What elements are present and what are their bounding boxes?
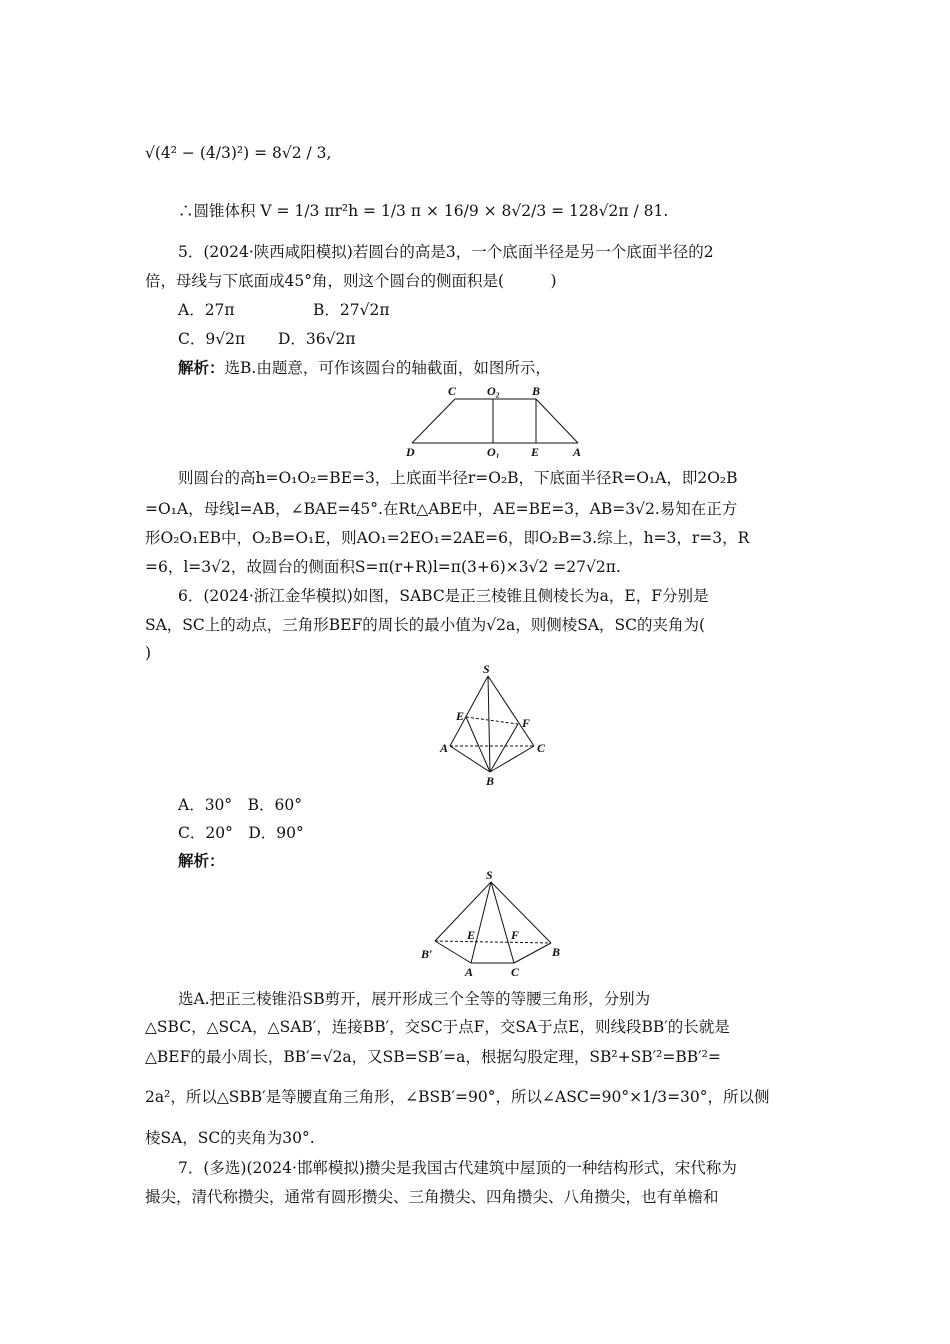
q6-net-edge-bprime-a [435, 941, 471, 963]
q5-stem-line2: 倍，母线与下底面成45°角，则这个圆台的侧面积是( ) [145, 272, 557, 290]
q5-edge-cd [412, 399, 455, 443]
q5-solution-line2: =O₁A，母线l=AB，∠BAE=45°.在Rt△ABE中，AE=BE=3，AB=3√2.易知在正方 [145, 500, 738, 518]
q6-options-cd: C．20° D．90° [178, 824, 304, 842]
q6-net-edge-cb [514, 943, 551, 963]
q6-solution-line3: △BEF的最小周长，BB′=√2a，又SB=SB′=a，根据勾股定理，SB²+SB′²=BB′²= [145, 1048, 721, 1066]
q6-solution-line4: 2a²，所以△SBB′是等腰直角三角形，∠BSB′=90°，所以∠ASC=90°×1/3=30°，所以侧 [145, 1088, 770, 1106]
q6-net-segment-bbprime [435, 941, 551, 943]
q6-fig2-label-b: B [552, 945, 561, 959]
q6-solution-line1: 选A.把正三棱锥沿SB剪开，展开形成三个全等的等腰三角形，分别为 [178, 990, 651, 1008]
q5-solution-line1: 则圆台的高h=O₁O₂=BE=3，上底面半径r=O₂B，下底面半径R=O₁A，即2O₂B [178, 469, 738, 487]
q6-hidden-segment-ef [466, 717, 518, 724]
q5-analysis-label: 解析： [178, 358, 225, 377]
q7-stem-line1: 7．(多选)(2024·邯郸模拟)攒尖是我国古代建筑中屋顶的一种结构形式，宋代称为 [178, 1159, 737, 1177]
q6-fig1-label-b: B [486, 774, 495, 788]
q6-edge-cb [490, 746, 534, 772]
q5-trapezoid-figure [400, 382, 590, 458]
q6-fig1-label-s: S [483, 662, 490, 676]
q5-option-d: D．36√2π [278, 330, 356, 348]
q5-option-b: B．27√2π [313, 301, 390, 319]
q5-label-o1: O₁ [487, 445, 500, 458]
q5-analysis-head: 选B.由题意，可作该圆台的轴截面，如图所示， [224, 359, 551, 377]
q5-label-o2: O₂ [487, 384, 500, 398]
formula-cone-volume: ∴圆锥体积 V = 1/3 πr²h = 1/3 π × 16/9 × 8√2/3 = 128√2π / 81. [178, 202, 669, 220]
q5-solution-line4: =6，l=3√2，故圆台的侧面积S=π(r+R)l=π(3+6)×3√2 =27√2π. [145, 558, 621, 576]
q6-fig2-label-s: S [486, 868, 493, 882]
q6-net-edge-sa [471, 882, 491, 963]
q6-fig2-label-f: F [511, 928, 520, 942]
q5-label-c: C [448, 384, 457, 398]
q6-fig2-label-c: C [511, 965, 520, 979]
q5-stem-line1: 5．(2024·陕西咸阳模拟)若圆台的高是3，一个底面半径是另一个底面半径的2 [178, 243, 714, 261]
q6-solution-line2: △SBC，△SCA，△SAB′，连接BB′，交SC于点F，交SA于点E，则线段BB′的长就是 [145, 1018, 730, 1036]
q6-analysis-label: 解析： [178, 851, 225, 870]
q6-fig1-label-a: A [440, 741, 449, 755]
q6-net-figure [415, 868, 565, 980]
q6-fig2-label-a: A [465, 965, 474, 979]
q6-fig2-label-bprime: B′ [421, 947, 433, 961]
q6-options-ab: A．30° B．60° [178, 796, 303, 814]
q6-fig1-label-f: F [522, 716, 531, 730]
q6-stem-line2: SA，SC上的动点，三角形BEF的周长的最小值为√2a，则侧棱SA，SC的夹角为( [145, 616, 706, 634]
q6-solution-line5: 棱SA，SC的夹角为30°. [145, 1129, 315, 1147]
q5-label-e: E [531, 445, 540, 458]
q7-stem-line2: 撮尖，清代称攒尖，通常有圆形攒尖、三角攒尖、四角攒尖、八角攒尖，也有单檐和 [145, 1188, 719, 1206]
q5-option-c: C．9√2π [178, 330, 246, 348]
q5-label-b: B [532, 384, 541, 398]
q6-pyramid-figure [435, 662, 550, 788]
q6-fig2-label-e: E [467, 928, 476, 942]
q5-option-a: A．27π [178, 301, 235, 319]
q6-fig1-label-e: E [456, 709, 465, 723]
q6-stem-line1: 6．(2024·浙江金华模拟)如图，SABC是正三棱锥且侧棱长为a，E，F分别是 [178, 587, 709, 605]
q5-label-a: A [573, 445, 582, 458]
q6-stem-line3: ) [145, 644, 152, 662]
q5-solution-line3: 形O₂O₁EB中，O₂B=O₁E，则AO₁=2EO₁=2AE=6，即O₂B=3.综上，h=3，r=3，R [145, 529, 750, 547]
q6-edge-sb [488, 676, 490, 772]
q5-label-d: D [406, 445, 415, 458]
q5-edge-ba [536, 399, 578, 443]
q6-fig1-label-c: C [537, 741, 546, 755]
q5-analysis [178, 358, 551, 378]
formula-sqrt-line: √(4² − (4/3)²) = 8√2 / 3, [145, 144, 332, 162]
q6-segment-fb [490, 724, 518, 772]
q6-net-edge-sbprime [435, 882, 491, 941]
